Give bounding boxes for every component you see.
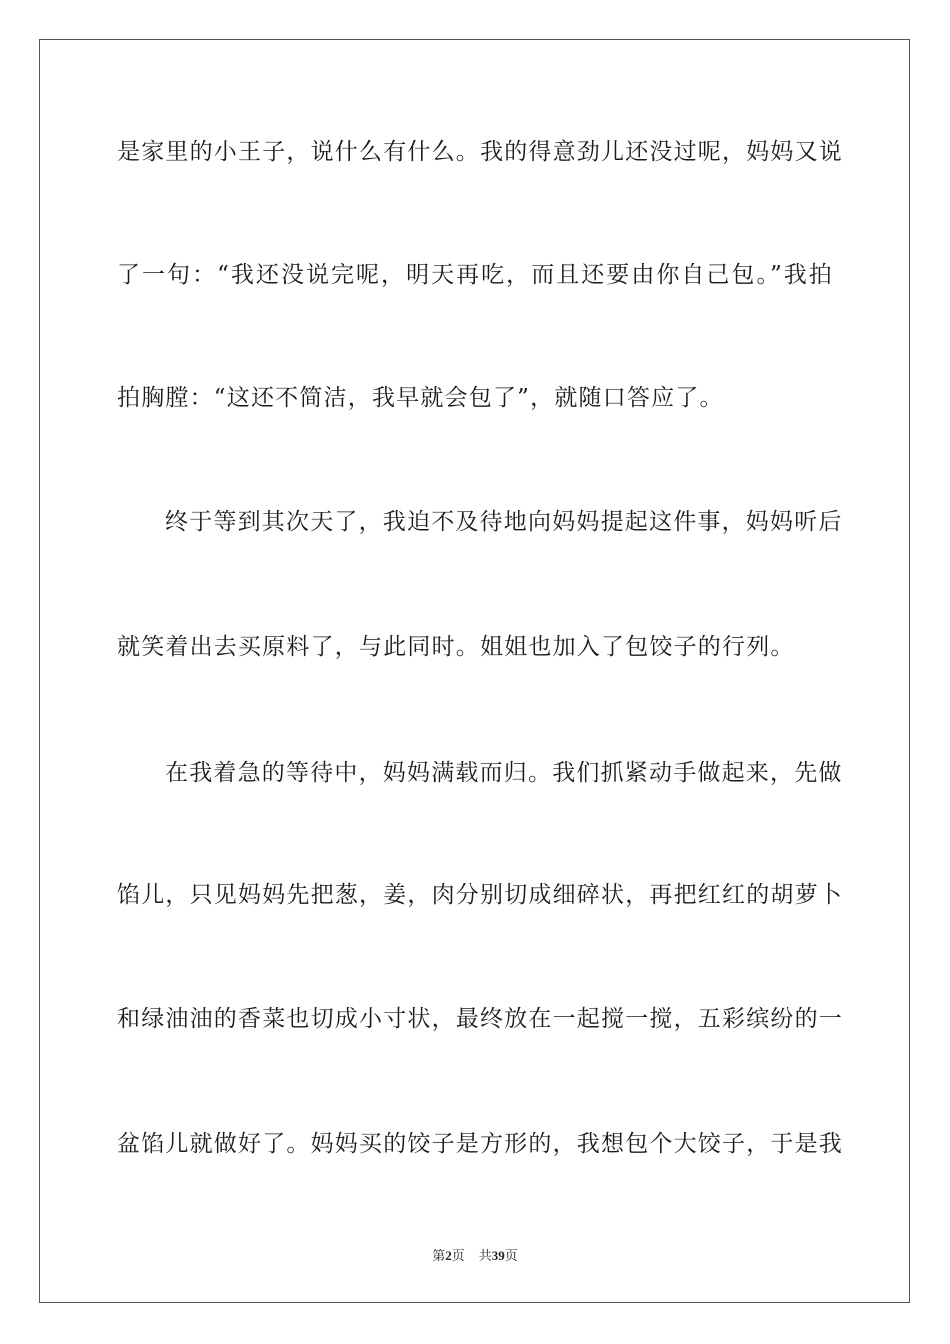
page-border xyxy=(39,39,910,1303)
body-line-4: 终于等到其次天了，我迫不及待地向妈妈提起这件事，妈妈听后 xyxy=(165,509,843,535)
body-line-9: 盆馅儿就做好了。妈妈买的饺子是方形的，我想包个大饺子，于是我 xyxy=(117,1131,843,1157)
page-footer xyxy=(0,1248,950,1265)
body-line-1: 是家里的小王子，说什么有什么。我的得意劲儿还没过呢，妈妈又说 xyxy=(117,139,843,165)
body-line-7: 馅儿，只见妈妈先把葱，姜，肉分别切成细碎状，再把红红的胡萝卜 xyxy=(117,882,843,908)
total-pages-label: 共39页 xyxy=(478,1248,518,1264)
body-line-6: 在我着急的等待中，妈妈满载而归。我们抓紧动手做起来，先做 xyxy=(165,760,843,786)
page-number: 2 xyxy=(445,1248,452,1263)
total-pages: 39 xyxy=(491,1248,505,1263)
page-label: 第2页 xyxy=(432,1248,465,1264)
body-line-3: 拍胸膛：“这还不简洁，我早就会包了”，就随口答应了。 xyxy=(117,385,724,411)
body-line-2: 了一句：“我还没说完呢，明天再吃，而且还要由你自己包。”我拍 xyxy=(117,262,833,288)
body-line-5: 就笑着出去买原料了，与此同时。姐姐也加入了包饺子的行列。 xyxy=(117,634,795,660)
body-line-8: 和绿油油的香菜也切成小寸状，最终放在一起搅一搅，五彩缤纷的一 xyxy=(117,1006,843,1032)
